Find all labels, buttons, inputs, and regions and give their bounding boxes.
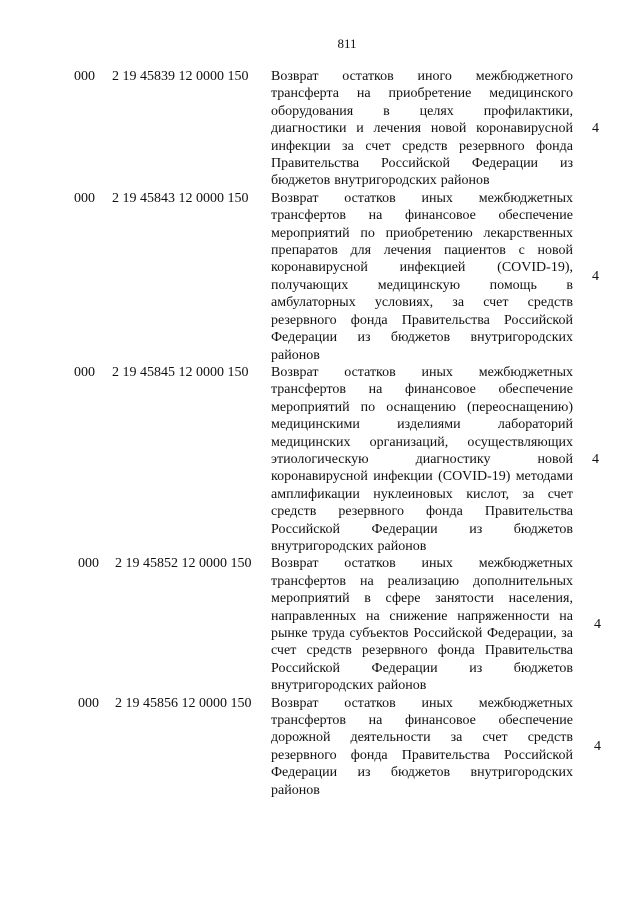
- budget-classification-code: 2 19 45856 12 0000 150: [115, 695, 252, 711]
- table-row: [0, 555, 640, 694]
- owner-code: 000: [74, 364, 95, 380]
- owner-code: 000: [74, 69, 95, 84]
- row-description: Возврат остатков иных межбюджетных трансфертов на реализацию дополнительных мероприятий в сфере занятости населения, направленных на снижение напряженности на рынке труда субъектов Российской Федерации, за счет средств резервного фонда Правительства Российской Федерации из бюджетов внутригородских районов: [271, 556, 573, 694]
- table-row: [0, 68, 640, 190]
- row-level: 4: [592, 451, 599, 467]
- budget-classification-code: 2 19 45843 12 0000 150: [112, 190, 249, 206]
- table-row: [0, 695, 640, 799]
- table-row: [0, 190, 640, 364]
- row-level: 4: [592, 120, 599, 136]
- row-level: 4: [592, 268, 599, 284]
- budget-classification-code: 2 19 45845 12 0000 150: [112, 364, 249, 380]
- row-level: 4: [594, 738, 601, 754]
- owner-code: 000: [78, 556, 99, 572]
- row-level: 4: [594, 617, 601, 632]
- budget-classification-code: 2 19 45852 12 0000 150: [115, 556, 252, 572]
- table-row: [0, 364, 640, 555]
- owner-code: 000: [78, 695, 99, 711]
- page-number: 811: [337, 36, 357, 51]
- row-description: Возврат остатков иных межбюджетных трансфертов на финансовое обеспечение мероприятий по приобретению лекарственных препаратов для лечения пациентов с новой коронавирусной инфекцией (COVID-19), получающих медицинскую помощь в амбулаторных условиях, за счет средств резервного фонда Правительства Российской Федерации из бюджетов внутригородских районов: [271, 190, 573, 363]
- classification-table: [0, 68, 640, 799]
- row-description: Возврат остатков иных межбюджетных трансфертов на финансовое обеспечение мероприятий по оснащению (переоснащению) медицинскими изделиями лабораторий медицинских организаций, осуществляющих этиологическую диагностику новой коронавирусной инфекции (COVID-19) методами амплификации нуклеиновых кислот, за счет средств резервного фонда Правительства Российской Федерации из бюджетов внутригородских районов: [271, 364, 573, 554]
- row-description: Возврат остатков иного межбюджетного трансферта на приобретение медицинского оборудования в целях профилактики, диагностики и лечения новой коронавирусной инфекции за счет средств резервного фонда Правительства Российской Федерации из бюджетов внутригородских районов: [271, 69, 573, 189]
- owner-code: 000: [74, 190, 95, 206]
- row-description: Возврат остатков иных межбюджетных трансфертов на финансовое обеспечение дорожной деятельности за счет средств резервного фонда Правительства Российской Федерации из бюджетов внутригородских районов: [271, 695, 573, 798]
- budget-classification-code: 2 19 45839 12 0000 150: [112, 69, 249, 84]
